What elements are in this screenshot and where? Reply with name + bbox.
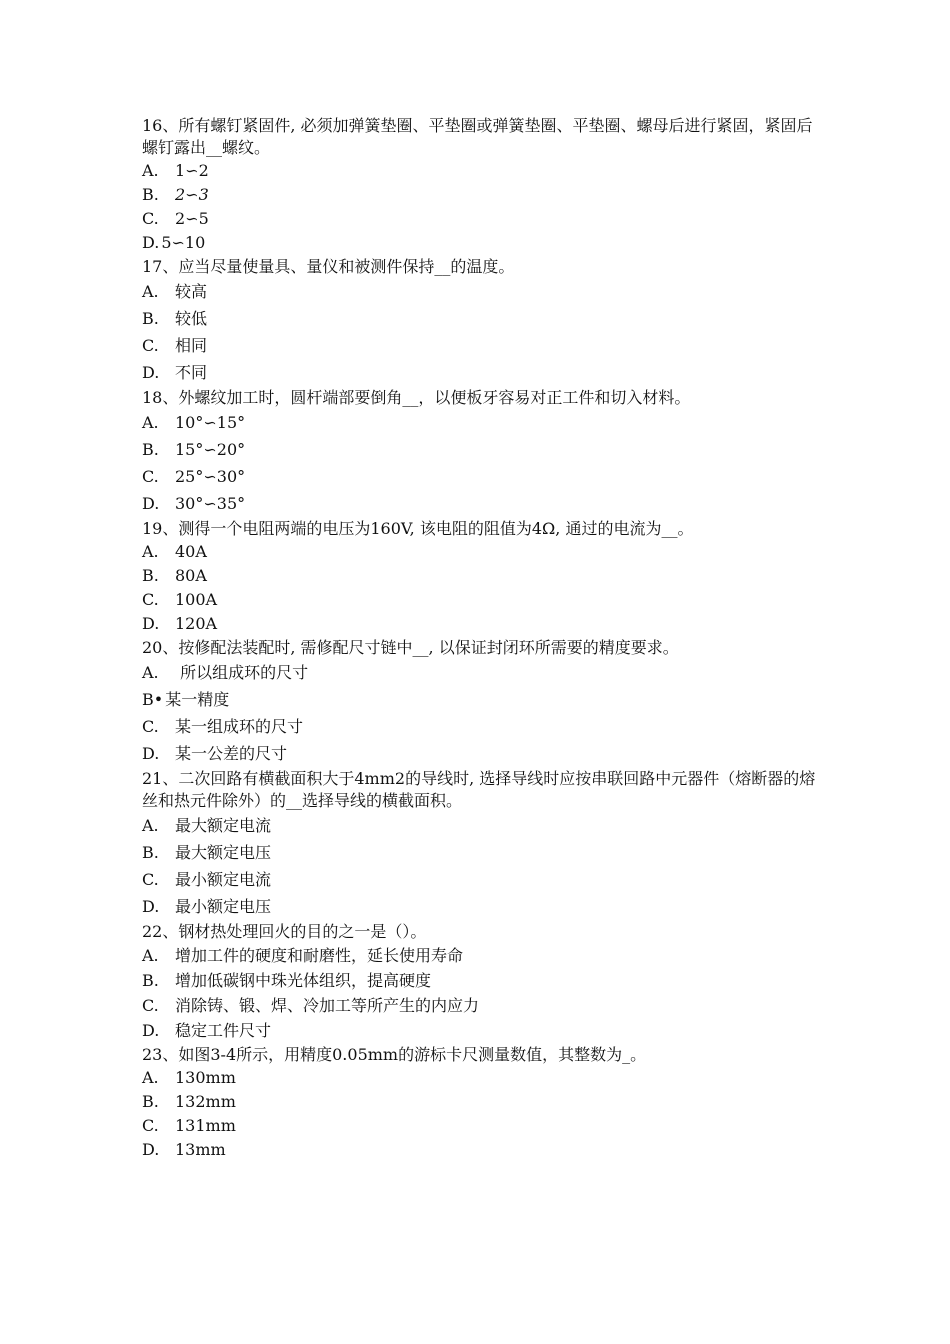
option-d: D. 30°∽35° (142, 494, 246, 513)
option-a: A. 所以组成环的尺寸 (142, 663, 309, 682)
option-c: C. 131mm (142, 1116, 236, 1135)
question-16 (142, 115, 822, 255)
option-a: A. 10°∽15° (142, 413, 246, 432)
option-d: D. 最小额定电压 (142, 897, 272, 916)
question-stem: 19、测得一个电阻两端的电压为160V, 该电阻的阻值为4Ω, 通过的电流为__。 (142, 519, 694, 538)
option-c: C. 消除铸、锻、焊、冷加工等所产生的内应力 (142, 996, 480, 1015)
question-stem: 18、外螺纹加工时，圆杆端部要倒角__，以便板牙容易对正工件和切入材料。 (142, 388, 691, 407)
document-body (142, 114, 822, 1162)
option-b: B. 15°∽20° (142, 440, 246, 459)
option-a: A. 40A (142, 542, 207, 561)
option-b: B. 80A (142, 566, 207, 585)
option-b: B. 较低 (142, 309, 208, 328)
question-23 (142, 1044, 822, 1162)
option-b: B• 某一精度 (142, 690, 230, 709)
question-20 (142, 637, 822, 767)
option-c: C. 100A (142, 590, 218, 609)
question-21 (142, 768, 822, 920)
option-a: A. 最大额定电流 (142, 816, 272, 835)
question-stem: 20、按修配法装配时, 需修配尺寸链中__, 以保证封闭环所需要的精度要求。 (142, 638, 679, 657)
option-a: A. 130mm (142, 1068, 236, 1087)
question-stem: 16、所有螺钉紧固件, 必须加弹簧垫圈、平垫圈或弹簧垫圈、平垫圈、螺母后进行紧固，紧固后螺钉露出__螺纹。 (142, 116, 813, 157)
question-stem: 22、钢材热处理回火的目的之一是（）。 (142, 922, 427, 941)
option-c: C. 2∽5 (142, 209, 209, 228)
option-b: B. 增加低碳钢中珠光体组织，提高硬度 (142, 971, 432, 990)
question-17 (142, 256, 822, 386)
option-b: B. 2∽3 (142, 185, 209, 204)
question-stem: 23、如图3-4所示，用精度0.05mm的游标卡尺测量数值，其整数为_。 (142, 1045, 647, 1064)
option-a: A. 1∽2 (142, 161, 209, 180)
option-a: A. 较高 (142, 282, 208, 301)
option-d: D. 13mm (142, 1140, 226, 1159)
question-stem: 21、二次回路有横截面积大于4mm2的导线时, 选择导线时应按串联回路中元器件（熔断器的熔丝和热元件除外）的__选择导线的横截面积。 (142, 769, 816, 810)
option-a: A. 增加工件的硬度和耐磨性，延长使用寿命 (142, 946, 464, 965)
option-d: D. 不同 (142, 363, 208, 382)
option-c: C. 相同 (142, 336, 208, 355)
question-22 (142, 921, 822, 1043)
option-b: B. 最大额定电压 (142, 843, 272, 862)
option-c: C. 最小额定电流 (142, 870, 272, 889)
option-c: C. 25°∽30° (142, 467, 246, 486)
question-18 (142, 387, 822, 517)
option-c: C. 某一组成环的尺寸 (142, 717, 304, 736)
question-19 (142, 518, 822, 636)
option-d: D. 某一公差的尺寸 (142, 744, 288, 763)
option-d: D. 5∽10 (142, 233, 206, 252)
option-b: B. 132mm (142, 1092, 236, 1111)
question-stem: 17、应当尽量使量具、量仪和被测件保持__的温度。 (142, 257, 515, 276)
option-d: D. 120A (142, 614, 218, 633)
option-d: D. 稳定工件尺寸 (142, 1021, 272, 1040)
